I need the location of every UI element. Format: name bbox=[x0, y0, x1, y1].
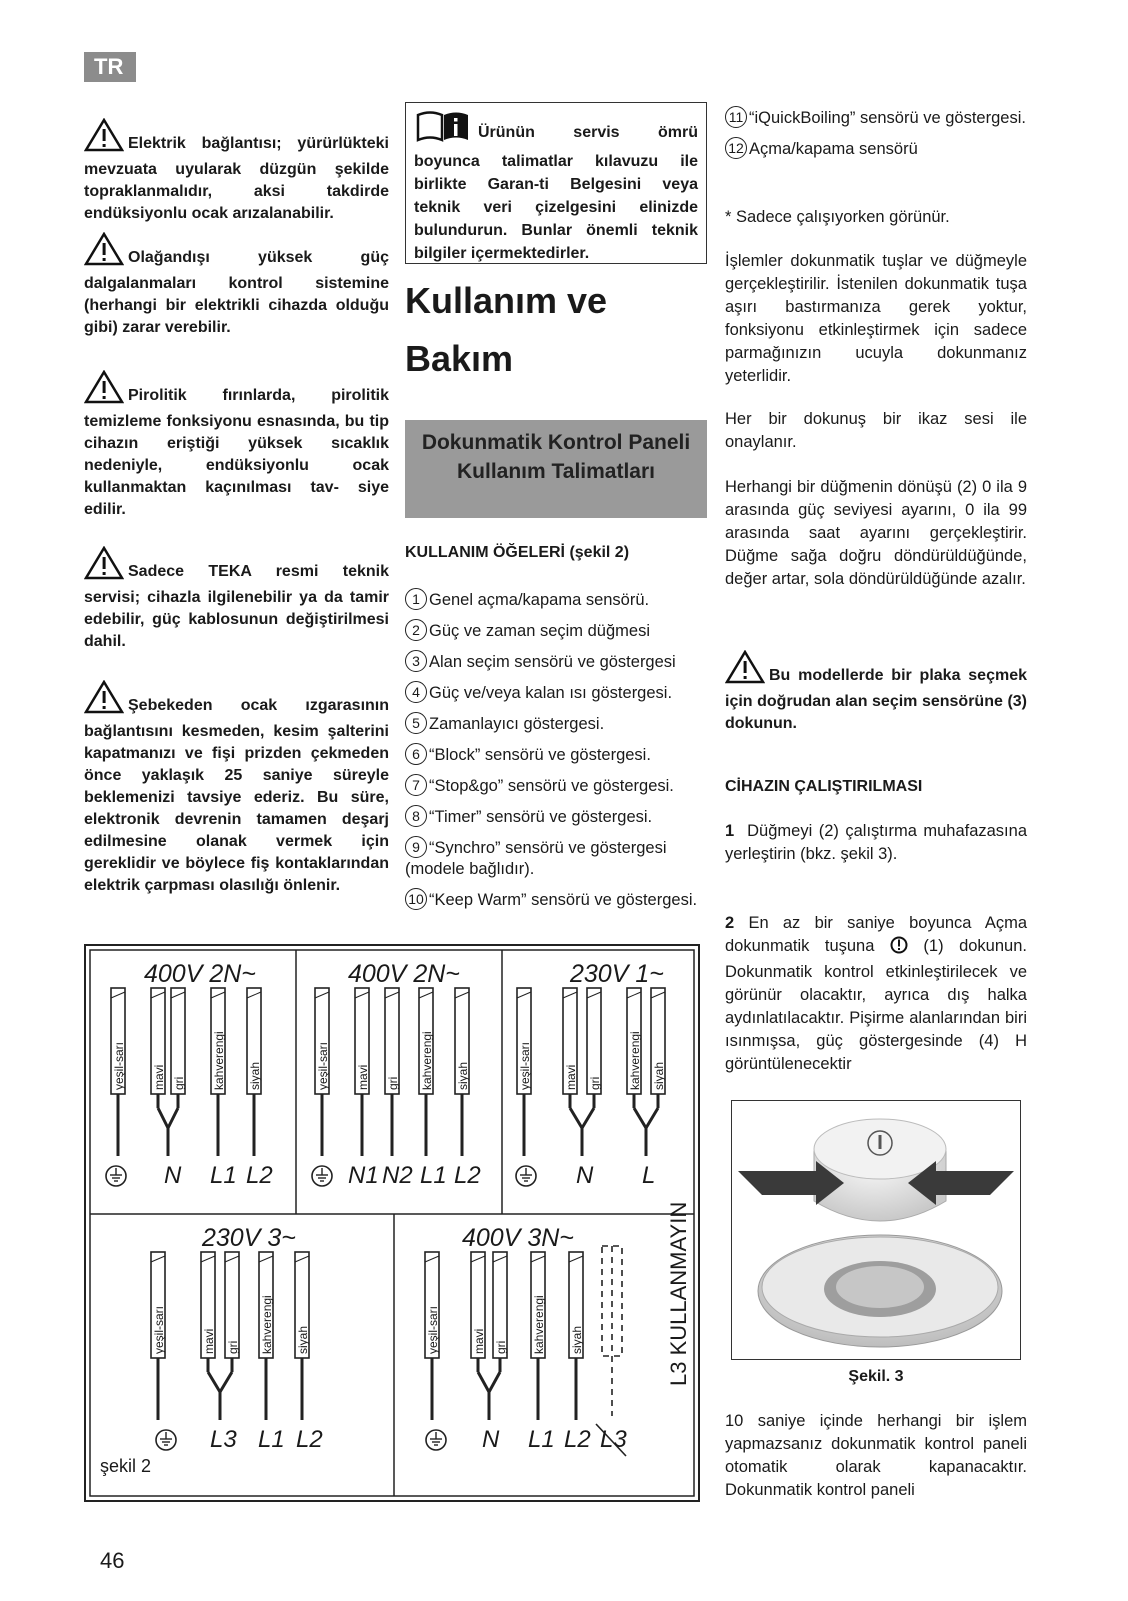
list-item: 7 “Stop&go” sensörü ve göstergesi. bbox=[405, 774, 707, 797]
wire-label: gri bbox=[588, 1076, 602, 1090]
terminal-label: L1 bbox=[420, 1162, 447, 1189]
warning-5: Şebekeden ocak ızgarasının bağlantısını kesmeden, kesim şalterini kapatmanızı ve fişi prizden çekmeden önce yaklaşık 25 saniye süreyle beklemenizi tavsiye ederiz. Bu süre, elektronik devrenin tamamen deşarj edilmesine olanak vermek için gereklidir ve böylece fiş kontaklarından elektrik çarpması olasılığı önlenir. bbox=[84, 680, 389, 897]
wire-line bbox=[582, 1108, 594, 1128]
wire-line bbox=[646, 1108, 658, 1128]
list-item: 5 Zamanlayıcı göstergesi. bbox=[405, 712, 707, 735]
wire-line bbox=[493, 1256, 507, 1262]
wire-line bbox=[634, 1108, 646, 1128]
wire-line bbox=[478, 1372, 489, 1392]
wire-label: gri bbox=[172, 1076, 186, 1090]
wire-label: yeşil-sarı bbox=[316, 1041, 330, 1090]
page-number: 46 bbox=[100, 1548, 125, 1573]
wire-line bbox=[627, 992, 641, 998]
diagram-title: 400V 3N~ bbox=[462, 1224, 574, 1252]
elements-list bbox=[405, 588, 707, 911]
wire-line bbox=[220, 1372, 232, 1392]
wire-line bbox=[158, 1108, 168, 1128]
wire-label: kahverengi bbox=[532, 1295, 546, 1354]
warning-icon bbox=[84, 118, 124, 159]
wire-label: kahverengi bbox=[212, 1031, 226, 1090]
terminal-label: N bbox=[576, 1162, 594, 1189]
power-icon bbox=[890, 936, 908, 961]
wire-line bbox=[259, 1256, 273, 1262]
list-item: 9 “Synchro” sensörü ve göstergesi (modele bağlıdır). bbox=[405, 836, 707, 880]
wire-line bbox=[208, 1372, 220, 1392]
wire-label: yeşil-sarı bbox=[426, 1305, 440, 1354]
paragraph: Herhangi bir düğmenin dönüşü (2) 0 ila 9 arasında güç seviyesi ayarını, 0 ila 99 arasında saat ayarını gerçekleştirir. Düğme sağa doğru döndürüldüğünde, değer artar, sola döndürüldüğünde azalır. bbox=[725, 478, 1027, 588]
wire-line bbox=[569, 1256, 583, 1262]
elements-list-continued bbox=[725, 106, 1027, 160]
wire-line bbox=[211, 992, 225, 998]
wire-line bbox=[587, 992, 601, 998]
wire-label: siyah bbox=[248, 1061, 262, 1090]
wire-label: gri bbox=[386, 1076, 400, 1090]
wiring-lines bbox=[86, 946, 698, 1500]
wire-label: siyah bbox=[570, 1325, 584, 1354]
terminal-label: L1 bbox=[210, 1162, 237, 1189]
list-item: 12 Açma/kapama sensörü bbox=[725, 137, 1027, 160]
wire-label: mavi bbox=[202, 1328, 216, 1354]
diagram-title: 400V 2N~ bbox=[144, 960, 256, 988]
note: * Sadece çalışıyorken görünür. bbox=[725, 208, 950, 226]
gray-title-box: Dokunmatik Kontrol Paneli Kullanım Talimatları bbox=[405, 420, 707, 518]
warning-2: Olağandışı yüksek güç dalgalanmaları kontrol sistemine (herhangi bir elektrikli cihazda olduğu gibi) zarar verebilir. bbox=[84, 232, 389, 339]
wire-line bbox=[471, 1256, 485, 1262]
terminal-label: L1 bbox=[258, 1426, 285, 1453]
warning-icon bbox=[84, 232, 124, 273]
paragraph: Her bir dokunuş bir ikaz sesi ile onaylanır. bbox=[725, 410, 1027, 451]
list-item: 10 “Keep Warm” sensörü ve göstergesi. bbox=[405, 888, 707, 911]
wire-label: yeşil-sarı bbox=[518, 1041, 532, 1090]
wire-line bbox=[225, 1256, 239, 1262]
language-badge: TR bbox=[84, 52, 136, 82]
wire-label: siyah bbox=[456, 1061, 470, 1090]
warning-3: Pirolitik fırınlarda, pirolitik temizleme fonksiyonu esnasında, bu tip cihazın eriştiği yüksek sıcaklık nedeniyle, endüksiyonlu ocak kullanmaktan kaçınılması tav- siye edilir. bbox=[84, 370, 389, 521]
wire-label: kahverengi bbox=[260, 1295, 274, 1354]
list-item: 4 Güç ve/veya kalan ısı göstergesi. bbox=[405, 681, 707, 704]
step-1: 1 Düğmeyi (2) çalıştırma muhafazasına yerleştirin (bkz. şekil 3). bbox=[725, 822, 1027, 863]
wire-line bbox=[563, 992, 577, 998]
wire-label: mavi bbox=[472, 1328, 486, 1354]
wire-line bbox=[168, 1108, 178, 1128]
wire-line bbox=[111, 992, 125, 998]
wire-label: mavi bbox=[356, 1064, 370, 1090]
wire-label: mavi bbox=[564, 1064, 578, 1090]
wire-line bbox=[517, 992, 531, 998]
knob-figure bbox=[731, 1100, 1021, 1360]
wire-line bbox=[570, 1108, 582, 1128]
terminal-label: L2 bbox=[296, 1426, 323, 1453]
list-item: 11 “iQuickBoiling” sensörü ve göstergesi. bbox=[725, 106, 1027, 129]
wire-line bbox=[489, 1372, 500, 1392]
terminal-label: N bbox=[164, 1162, 182, 1189]
wire-line bbox=[455, 992, 469, 998]
wire-line bbox=[201, 1256, 215, 1262]
wire-line bbox=[315, 992, 329, 998]
right-warning: Bu modellerde bir plaka seçmek için doğrudan alan seçim sensörüne (3) dokunun. bbox=[725, 650, 1027, 735]
figure-2-caption: şekil 2 bbox=[100, 1456, 152, 1476]
startup-heading: CİHAZIN ÇALIŞTIRILMASI bbox=[725, 778, 923, 795]
warning-icon bbox=[84, 680, 124, 721]
figure-3-caption: Şekil. 3 bbox=[848, 1368, 904, 1385]
list-item: 6 “Block” sensörü ve göstergesi. bbox=[405, 743, 707, 766]
wire-line bbox=[151, 992, 165, 998]
elements-heading: KULLANIM ÖĞELERİ (şekil 2) bbox=[405, 544, 630, 561]
wire-line bbox=[425, 1256, 439, 1262]
terminal-label: L2 bbox=[564, 1426, 591, 1453]
wire-line bbox=[385, 992, 399, 998]
terminal-label: L2 bbox=[246, 1162, 273, 1189]
terminal-label: L2 bbox=[454, 1162, 481, 1189]
wire-line bbox=[419, 992, 433, 998]
warning-icon bbox=[725, 650, 765, 691]
terminal-label: L3 bbox=[600, 1426, 627, 1453]
wiring-figure bbox=[84, 944, 700, 1502]
wire-label: gri bbox=[494, 1340, 508, 1354]
wire-label: gri bbox=[226, 1340, 240, 1354]
warning-4: Sadece TEKA resmi teknik servisi; cihazla ilgilenebilir ya da tamir edebilir, güç kablosunun değiştirilmesi dahil. bbox=[84, 546, 389, 653]
info-box: Ürünün servis ömrü boyunca talimatlar kılavuzu ile birlikte Garan-ti Belgesini veya teknik veri çizelgesini elinizde bulundurun. Bunlar önemli teknik bilgiler içermektedirler. bbox=[405, 102, 707, 264]
diagram-title: 400V 2N~ bbox=[348, 960, 460, 988]
paragraph: İşlemler dokunmatik tuşlar ve düğmeyle gerçekleştirilir. İstenilen dokunmatik tuşa aşırı bastırmanıza gerek yoktur, fonksiyonu etkinleştirmek için sadece parmağınızın ucuyla dokunmanız yeterlidir. bbox=[725, 252, 1027, 385]
list-item: 1 Genel açma/kapama sensörü. bbox=[405, 588, 707, 611]
list-item: 2 Güç ve zaman seçim düğmesi bbox=[405, 619, 707, 642]
warning-icon bbox=[84, 546, 124, 587]
wire-line bbox=[151, 1256, 165, 1262]
terminal-label: L3 bbox=[210, 1426, 237, 1453]
terminal-label: N bbox=[482, 1426, 500, 1453]
wire-label: siyah bbox=[296, 1325, 310, 1354]
wire-label: mavi bbox=[152, 1064, 166, 1090]
wire-label: yeşil-sarı bbox=[152, 1305, 166, 1354]
wire-line bbox=[531, 1256, 545, 1262]
wire-line bbox=[295, 1256, 309, 1262]
wire-line bbox=[651, 992, 665, 998]
wire-line bbox=[247, 992, 261, 998]
do-not-use-note: L3 KULLANMAYIN bbox=[666, 1201, 691, 1386]
wire-line bbox=[355, 992, 369, 998]
warning-icon bbox=[84, 370, 124, 411]
terminal-label: L1 bbox=[528, 1426, 555, 1453]
section-heading: Kullanım ve Bakım bbox=[405, 280, 608, 379]
terminal-label: L bbox=[642, 1162, 656, 1189]
wire-label: siyah bbox=[652, 1061, 666, 1090]
list-item: 3 Alan seçim sensörü ve göstergesi bbox=[405, 650, 707, 673]
book-info-icon bbox=[414, 109, 472, 150]
wire-line bbox=[171, 992, 185, 998]
diagram-title: 230V 3~ bbox=[202, 1224, 296, 1252]
diagram-title: 230V 1~ bbox=[570, 960, 664, 988]
paragraph: 10 saniye içinde herhangi bir işlem yapmazsanız dokunmatik kontrol paneli otomatik olarak kapanacaktır. Dokunmatik kontrol paneli bbox=[725, 1412, 1027, 1499]
list-item: 8 “Timer” sensörü ve göstergesi. bbox=[405, 805, 707, 828]
terminal-label: N1 bbox=[348, 1162, 379, 1189]
wire-label: kahverengi bbox=[420, 1031, 434, 1090]
step-2: 2 En az bir saniye boyunca Açma dokunmatik tuşuna (1) dokunun. Dokunmatik kontrol etkinleştirilecek ve görünür olacaktır, ayrıca dış halka aydınlatılacaktır. Pişirme alanlarından biri ısınmışsa, güç göstergesinde (4) H görüntülenecektir bbox=[725, 914, 1027, 1073]
wire-label: yeşil-sarı bbox=[112, 1041, 126, 1090]
terminal-label: N2 bbox=[382, 1162, 413, 1189]
wire-label: kahverengi bbox=[628, 1031, 642, 1090]
warning-1: Elektrik bağlantısı; yürürlükteki mevzuata uyularak düzgün şekilde topraklanmalıdır, aksi takdirde endüksiyonlu ocak arızalanabilir. bbox=[84, 118, 389, 225]
